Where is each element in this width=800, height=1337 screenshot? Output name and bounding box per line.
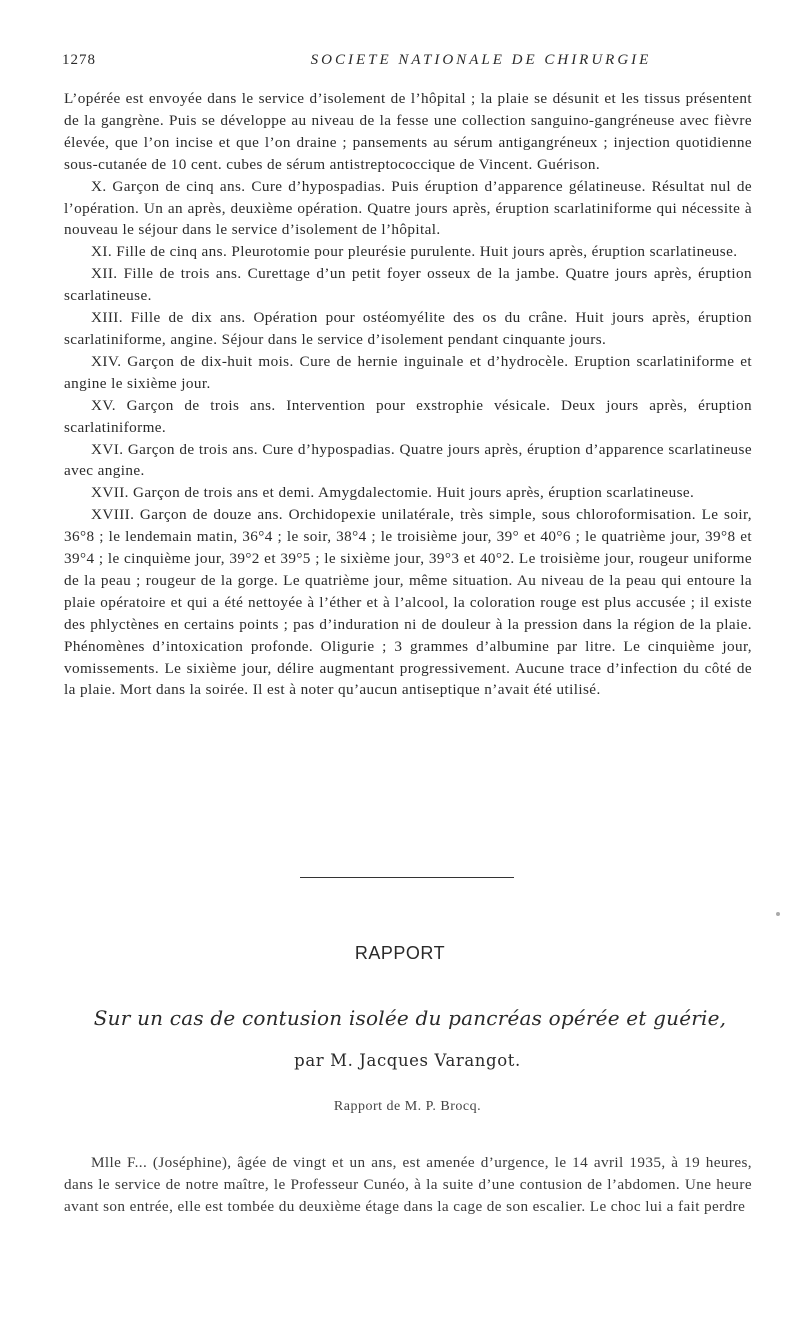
case-paragraph: XIV. Garçon de dix-huit mois. Cure de hernie inguinale et d’hydrocèle. Eruption scarlatiniforme et angine le sixième jour. <box>64 352 752 392</box>
case-paragraph: X. Garçon de cinq ans. Cure d’hypospadias. Puis éruption d’apparence gélatineuse. Résultat nul de l’opération. Un an après, deuxième opération. Quatre jours après, éruption scarlatiniforme qui nécessite à nouveau le séjour dans le service d’isolement de l’hôpital. <box>64 177 752 239</box>
case-paragraph: XVII. Garçon de trois ans et demi. Amygdalectomie. Huit jours après, éruption scarlatineuse. <box>91 484 695 502</box>
case-paragraph: L’opérée est envoyée dans le service d’isolement de l’hôpital ; la plaie se désunit et les tissus présentent de la gangrène. Puis se développe au niveau de la fesse une collection sanguino-gangréneuse avec fièvre élevée, que l’on incise et que l’on draine ; pansements au sérum antigangréneux ; injection quotidienne sous-cutanée de 10 cent. cubes de sérum antistreptococcique de Vincent. Guérison. <box>64 90 752 173</box>
case-paragraph: XVIII. Garçon de douze ans. Orchidopexie unilatérale, très simple, sous chloroformisation. Le soir, 36°8 ; le lendemain matin, 36°4 ; le soir, 38°4 ; le troisième jour, 39° et 40°6 ; le quatrième jour, 39°8 et 39°4 ; le cinquième jour, 39°2 et 39°5 ; le sixième jour, 39°3 et 40°2. Le troisième jour, rougeur uniforme de la peau ; rougeur de la gorge. Le quatrième jour, même situation. Au niveau de la peau qui entoure la plaie opératoire et qui a été nettoyée à l’éther et à l’alcool, la coloration rouge est plus accusée ; il existe des phlyctènes en certains points ; pas d’induration ni de douleur à la pression dans la région de la plaie. Phénomènes d’intoxication profonde. Oligurie ; 3 grammes d’albumine par litre. Le cinquième jour, vomissements. Le sixième jour, délire augmentant progressivement. Aucune trace d’infection du côté de la plaie. Mort dans la soirée. Il est à noter qu’aucun antiseptique n’avait été utilisé. <box>64 506 752 699</box>
case-paragraph: XII. Fille de trois ans. Curettage d’un petit foyer osseux de la jambe. Quatre jours après, éruption scarlatineuse. <box>64 265 752 305</box>
report-body <box>64 1152 752 1218</box>
section-divider <box>300 877 514 878</box>
case-paragraph: XIII. Fille de dix ans. Opération pour ostéomyélite des os du crâne. Huit jours après, éruption scarlatiniforme, angine. Séjour dans le service d’isolement pendant cinquante jours. <box>64 309 752 348</box>
case-paragraph: XVI. Garçon de trois ans. Cure d’hypospadias. Quatre jours après, éruption d’apparence scarlatineuse avec angine. <box>64 440 752 480</box>
case-paragraph: XV. Garçon de trois ans. Intervention pour exstrophie vésicale. Deux jours après, éruption scarlatiniforme. <box>64 396 752 436</box>
print-speck <box>776 912 780 916</box>
report-paragraph: Mlle F... (Joséphine), âgée de vingt et un ans, est amenée d’urgence, le 14 avril 1935, à 19 heures, dans le service de notre maître, le Professeur Cunéo, à la suite d’une contusion de l’abdomen. Une heure avant son entrée, elle est tombée du deuxième étage dans la cage de son escalier. Le choc lui a fait perdre <box>64 1154 752 1215</box>
case-list-text <box>64 88 752 701</box>
case-paragraph: XI. Fille de cinq ans. Pleurotomie pour pleurésie purulente. Huit jours après, éruption scarlatineuse. <box>91 243 738 261</box>
running-head <box>62 52 750 72</box>
rapporteur-line: Rapport de M. P. Brocq. <box>333 1099 482 1114</box>
article-title: Sur un cas de contusion isolée du pancréas opérée et guérie, <box>93 1006 727 1030</box>
report-heading: RAPPORT <box>354 943 446 963</box>
journal-title: SOCIETE NATIONALE DE CHIRURGIE <box>310 52 652 68</box>
page-number: 1278 <box>62 52 96 68</box>
author-line: par M. Jacques Varangot. <box>294 1051 521 1070</box>
